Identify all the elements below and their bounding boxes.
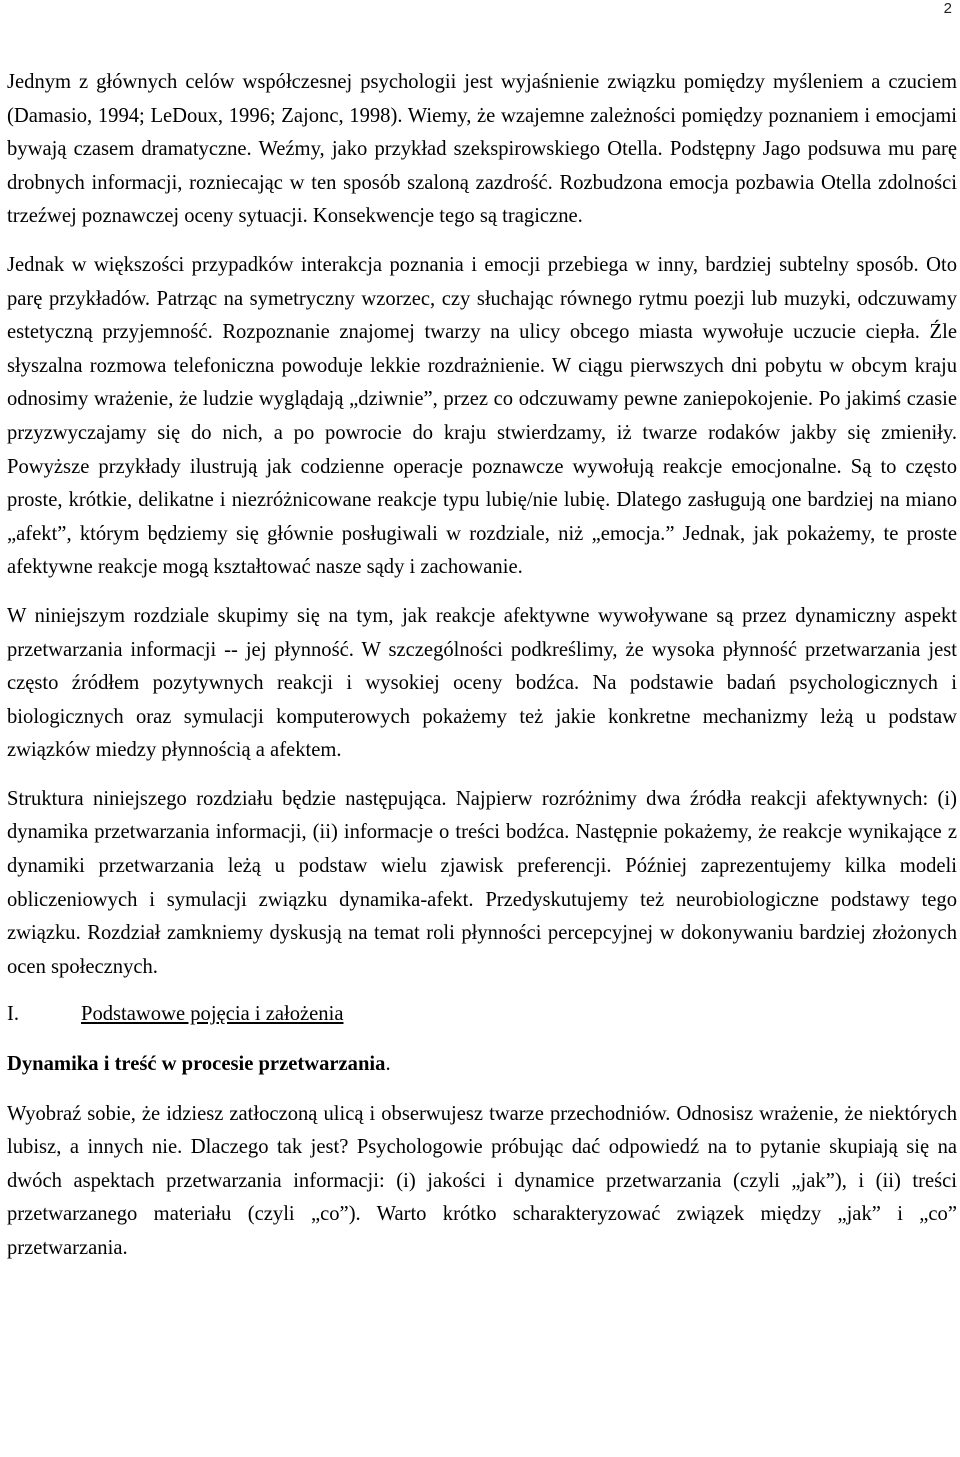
section-number: I. <box>7 1003 20 1026</box>
paragraph-closing: Wyobraź sobie, że idziesz zatłoczoną ulicą i obserwujesz twarze przechodniów. Odnosisz wrażenie, że niektórych lubisz, a innych nie. Dlaczego tak jest? Psychologowie próbując dać odpowiedź na to pytanie skupiają się na dwóch aspektach przetwarzania informacji: (i) jakości i dynamice przetwarzania (czyli „jak”), i (ii) treści przetwarzanego materiału (czyli „co”). Warto krótko scharakteryzować związek między „jak” i „co” przetwarzania. <box>7 1102 957 1259</box>
page-number: 2 <box>943 0 952 17</box>
paragraph-chapter-focus: W niniejszym rozdziale skupimy się na tym, jak reakcje afektywne wywoływane są przez dynamiczny aspekt przetwarzania informacji -- jej płynność. W szczególności podkreślimy, że wysoka płynność przetwarzania jest często źródłem pozytywnych reakcji i wysokiej oceny bodźca. Na podstawie badań psychologicznych i biologicznych oraz symulacji komputerowych pokażemy też jakie konkretne mechanizmy leżą u podstaw związków miedzy płynnością a afektem. <box>7 604 957 762</box>
paragraph-intro: Jednym z głównych celów współczesnej psychologii jest wyjaśnienie związku pomiędzy myśleniem a czuciem (Damasio, 1994; LeDoux, 1996; Zajonc, 1998). Wiemy, że wzajemne zależności pomiędzy poznaniem i emocjami bywają czasem dramatyczne. Weźmy, jako przykład szekspirowskiego Otella. Podstępny Jago podsuwa mu parę drobnych informacji, rozniecając w ten sposób szaloną zazdrość. Rozbudzona emocja pozbawia Otella zdolności trzeźwej poznawczej oceny sytuacji. Konsekwencje tego są tragiczne. <box>7 71 957 228</box>
subsection-title: Dynamika i treść w procesie przetwarzania <box>7 1053 386 1076</box>
section-heading <box>7 998 957 1032</box>
document-body <box>7 66 957 1281</box>
subsection-trailing-period: . <box>385 1053 391 1076</box>
section-title: Podstawowe pojęcia i założenia <box>81 1003 344 1026</box>
subsection-heading <box>7 1048 957 1082</box>
paragraph-examples: Jednak w większości przypadków interakcja poznania i emocji przebiega w inny, bardziej subtelny sposób. Oto parę przykładów. Patrząc na symetryczny wzorzec, czy słuchając równego rytmu poezji lub muzyki, odczuwamy estetyczną przyjemność. Rozpoznanie znajomej twarzy na ulicy obcego miasta wywołuje uczucie ciepła. Źle słyszalna rozmowa telefoniczna powoduje lekkie rozdrażnienie. W ciągu pierwszych dni pobytu w obcym kraju odnosimy wrażenie, że ludzie wyglądają „dziwnie”, przez co odczuwamy pewne zaniepokojenie. Po jakimś czasie przyzwyczajamy się do nich, a po powrocie do kraju stwierdzamy, iż twarze rodaków jakby się zmieniły. Powyższe przykłady ilustrują jak codzienne operacje poznawcze wywołują reakcje emocjonalne. Są to często proste, krótkie, delikatne i niezróżnicowane reakcje typu lubię/nie lubię. Dlatego zasługują one bardziej na miano „afekt”, którym będziemy się głównie posługiwali w rozdziale, niż „emocja.” Jednak, jak pokażemy, te proste afektywne reakcje mogą kształtować nasze sądy i zachowanie. <box>7 253 957 579</box>
paragraph-structure: Struktura niniejszego rozdziału będzie następująca. Najpierw rozróżnimy dwa źródła reakcji afektywnych: (i) dynamika przetwarzania informacji, (ii) informacje o treści bodźca. Następnie pokażemy, że reakcje wynikające z dynamiki przetwarzania leżą u podstaw wielu zjawisk preferencji. Później zaprezentujemy kilka modeli obliczeniowych i symulacji związku dynamika-afekt. Przedyskutujemy też neurobiologiczne podstawy tego związku. Rozdział zamkniemy dyskusją na temat roli płynności percepcyjnej w dokonywaniu bardziej złożonych ocen społecznych. <box>7 787 957 978</box>
